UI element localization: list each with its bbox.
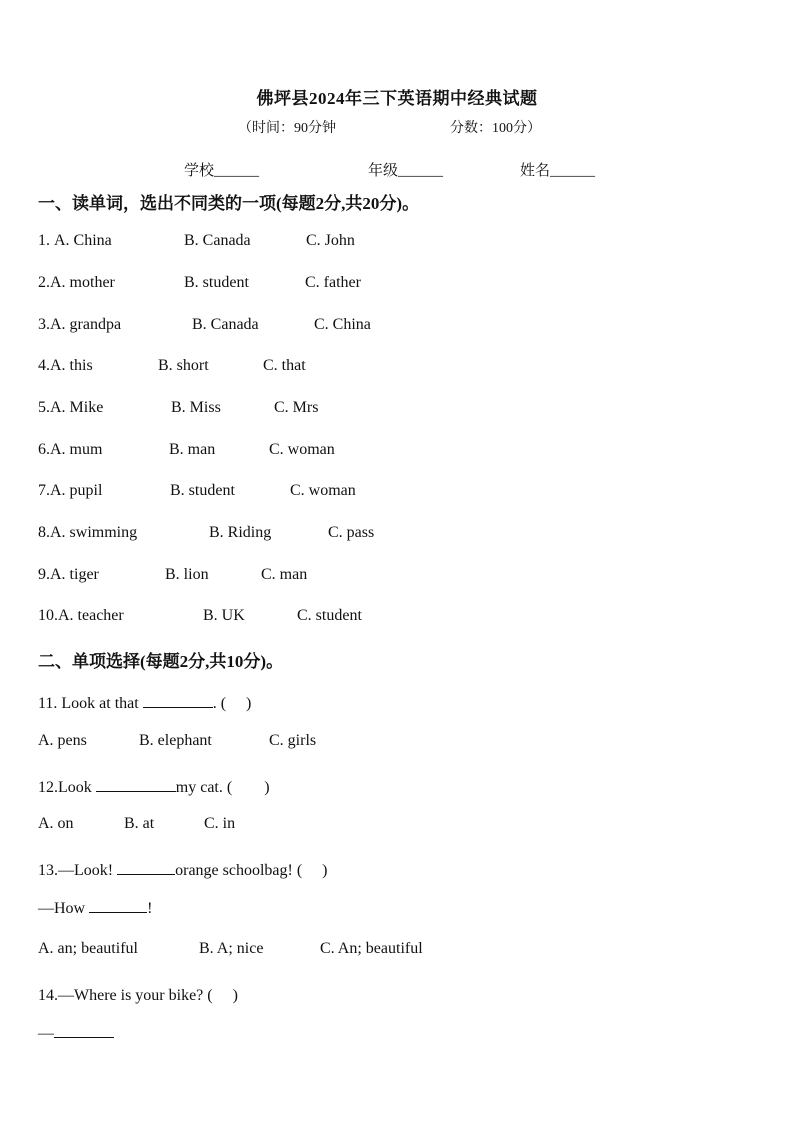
option-b[interactable]: B. student [184, 274, 249, 291]
section-1-heading: 一、读单词，选出不同类的一项(每题2分,共20分)。 [38, 194, 420, 213]
option-b[interactable]: B. lion [165, 566, 209, 583]
option-b[interactable]: B. short [158, 357, 209, 374]
option-c[interactable]: C. girls [269, 732, 317, 749]
school-field[interactable]: 学校______ [184, 163, 260, 179]
question-11-options [38, 732, 316, 750]
option-a[interactable]: A. China [54, 232, 112, 249]
option-b[interactable]: B. man [169, 441, 216, 458]
option-c[interactable]: C. John [306, 232, 355, 249]
question-4 [38, 357, 306, 375]
option-b[interactable]: B. at [124, 815, 155, 832]
option-b[interactable]: B. Canada [184, 232, 251, 249]
question-13-reply [38, 898, 152, 918]
exam-score: 分数：100分） [450, 121, 541, 136]
question-number: 2. [38, 274, 50, 291]
question-12 [38, 774, 270, 797]
option-a[interactable]: A. grandpa [50, 316, 122, 333]
option-a[interactable]: A. tiger [50, 566, 99, 583]
option-c[interactable]: C. China [314, 316, 371, 333]
option-a[interactable]: A. on [38, 815, 74, 832]
question-number: 7. [38, 482, 50, 499]
question-number: 5. [38, 399, 50, 416]
option-a[interactable]: A. mother [50, 274, 115, 291]
answer-blank[interactable] [117, 860, 175, 875]
answer-blank[interactable] [89, 898, 147, 913]
answer-blank[interactable] [96, 777, 176, 792]
question-6 [38, 441, 335, 459]
question-11 [38, 690, 251, 713]
question-1 [38, 232, 355, 250]
option-b[interactable]: B. Canada [192, 316, 259, 333]
question-text: — [38, 1025, 54, 1042]
option-c[interactable]: C. father [305, 274, 361, 291]
answer-blank[interactable] [143, 693, 213, 708]
option-b[interactable]: B. student [170, 482, 235, 499]
option-a[interactable]: A. swimming [50, 524, 138, 541]
question-text: —How [38, 900, 90, 917]
question-12-options [38, 815, 235, 833]
question-10 [38, 607, 362, 625]
option-a[interactable]: A. pupil [50, 482, 103, 499]
option-a[interactable]: A. pens [38, 732, 87, 749]
option-a[interactable]: A. teacher [58, 607, 124, 624]
question-13-options [38, 940, 423, 958]
question-9 [38, 566, 307, 584]
question-8 [38, 524, 374, 542]
question-number: 6. [38, 441, 50, 458]
option-a[interactable]: A. this [50, 357, 93, 374]
option-c[interactable]: C. man [261, 566, 308, 583]
question-number: 10. [38, 607, 58, 624]
option-c[interactable]: C. Mrs [274, 399, 319, 416]
section-2-heading: 二、单项选择(每题2分,共10分)。 [38, 652, 284, 671]
question-number: 1. [38, 232, 54, 249]
question-text: 12.Look [38, 779, 96, 796]
question-number: 4. [38, 357, 50, 374]
answer-blank[interactable] [54, 1023, 114, 1038]
option-c[interactable]: C. that [263, 357, 306, 374]
option-b[interactable]: B. A; nice [199, 940, 264, 957]
exam-meta [238, 117, 541, 137]
question-text: . ( ) [212, 695, 252, 712]
question-7 [38, 482, 356, 500]
name-field[interactable]: 姓名______ [520, 163, 596, 179]
question-number: 9. [38, 566, 50, 583]
grade-field[interactable]: 年级______ [368, 163, 444, 179]
option-b[interactable]: B. elephant [139, 732, 212, 749]
option-c[interactable]: C. woman [269, 441, 335, 458]
page-title: 佛坪县2024年三下英语期中经典试题 [256, 89, 538, 108]
option-c[interactable]: C. pass [328, 524, 375, 541]
question-2 [38, 274, 361, 292]
question-text: orange schoolbag! ( ) [175, 862, 328, 879]
question-text: ! [147, 900, 153, 917]
exam-time: （时间：90分钟 [238, 121, 336, 136]
question-text: 11. Look at that [38, 695, 143, 712]
question-5 [38, 399, 318, 417]
question-text: my cat. ( ) [175, 779, 270, 796]
option-c[interactable]: C. student [297, 607, 362, 624]
option-a[interactable]: A. mum [50, 441, 103, 458]
question-14-reply [38, 1023, 114, 1043]
question-text: 13.—Look! [38, 862, 118, 879]
option-b[interactable]: B. Miss [171, 399, 221, 416]
option-b[interactable]: B. UK [203, 607, 245, 624]
option-a[interactable]: A. Mike [50, 399, 104, 416]
option-b[interactable]: B. Riding [209, 524, 272, 541]
option-c[interactable]: C. woman [290, 482, 356, 499]
question-14: 14.—Where is your bike? ( ) [38, 987, 238, 1004]
question-13 [38, 857, 328, 880]
option-c[interactable]: C. An; beautiful [320, 940, 423, 957]
question-number: 3. [38, 316, 50, 333]
question-number: 8. [38, 524, 50, 541]
option-c[interactable]: C. in [204, 815, 236, 832]
option-a[interactable]: A. an; beautiful [38, 940, 138, 957]
question-3 [38, 316, 371, 334]
